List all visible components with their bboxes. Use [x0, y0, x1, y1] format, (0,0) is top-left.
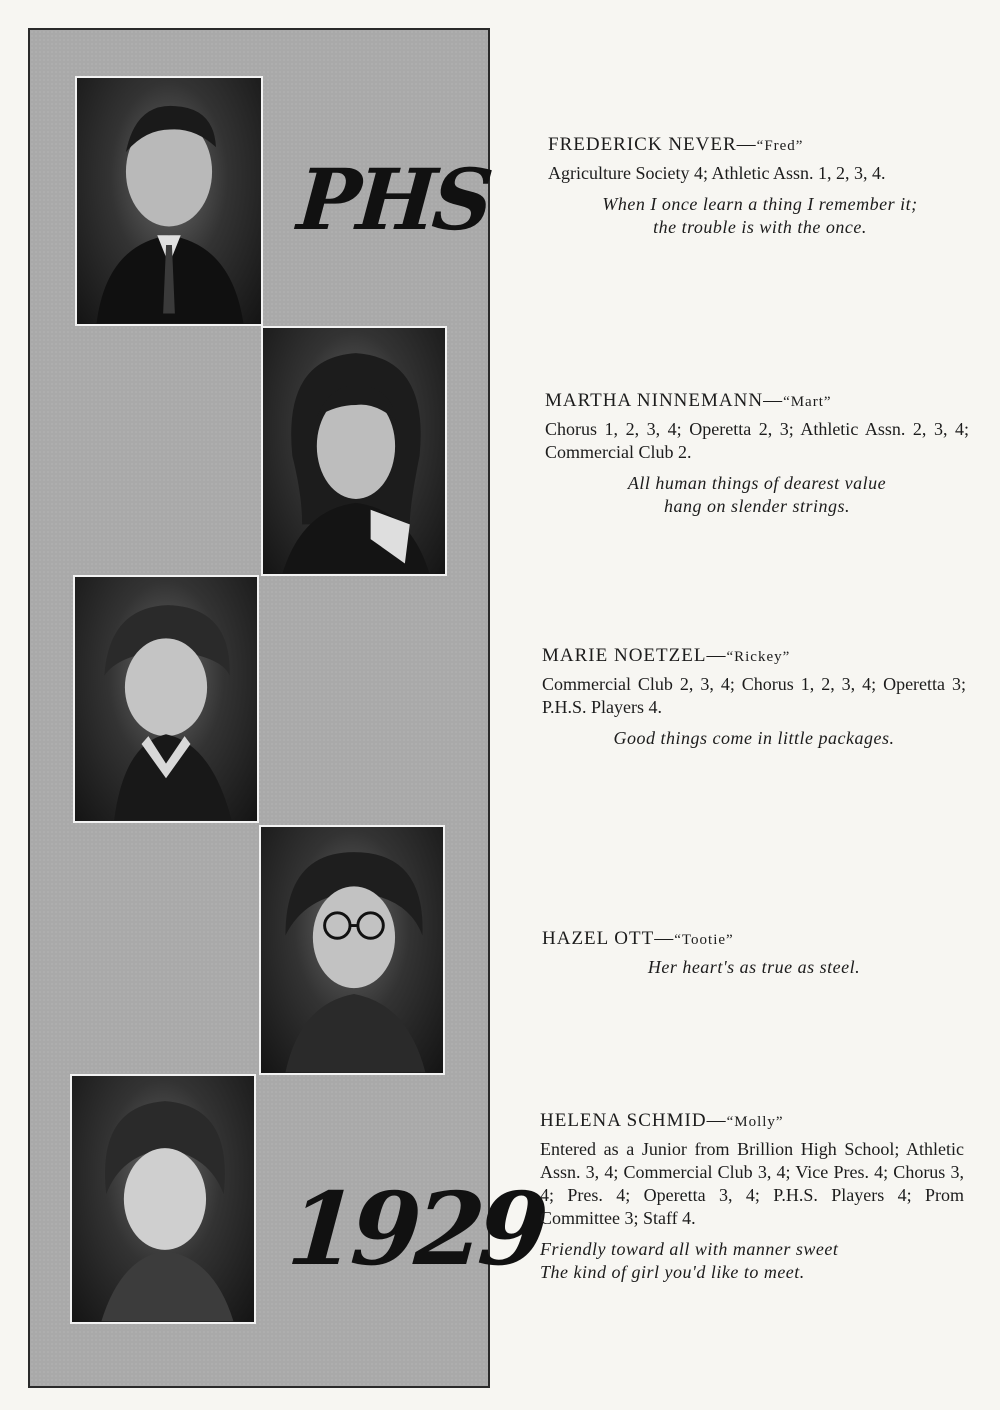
entry-frederick-never — [548, 134, 972, 239]
student-motto — [542, 956, 966, 979]
student-name-line — [548, 134, 972, 156]
entry-marie-noetzel — [542, 645, 966, 750]
student-activities: Agriculture Society 4; Athletic Assn. 1, 2, 3, 4. — [548, 163, 886, 183]
student-nickname: “Molly” — [726, 1114, 784, 1130]
emblem-phs: PHS — [294, 150, 493, 249]
motto-line-2: The kind of girl you'd like to meet. — [540, 1262, 805, 1282]
student-name: MARIE NOETZEL — [542, 645, 707, 666]
entry-martha-ninnemann — [545, 390, 969, 518]
name-dash: — — [706, 645, 727, 666]
student-activities: Commercial Club 2, 3, 4; Chorus 1, 2, 3, 4; Operetta 3; P.H.S. Players 4. — [542, 674, 966, 717]
student-nickname: “Mart” — [783, 394, 832, 410]
name-dash: — — [736, 134, 757, 155]
student-name-line — [542, 645, 966, 667]
motto-line-1: Good things come in little packages. — [613, 728, 895, 748]
student-name: FREDERICK NEVER — [548, 134, 737, 155]
student-name-line — [545, 390, 969, 412]
portrait-hazel-ott — [259, 825, 445, 1075]
motto-line-1: Her heart's as true as steel. — [647, 957, 861, 977]
name-dash: — — [654, 928, 675, 949]
motto-line-2: the trouble is with the once. — [653, 217, 867, 237]
motto-line-1: When I once learn a thing I remember it; — [602, 194, 918, 214]
student-name: MARTHA NINNEMANN — [545, 390, 764, 411]
student-nickname: “Tootie” — [674, 932, 734, 948]
portrait-silhouette-icon — [75, 577, 257, 821]
student-motto — [545, 472, 969, 518]
student-motto — [540, 1238, 964, 1284]
name-dash: — — [763, 390, 784, 411]
student-activities: Chorus 1, 2, 3, 4; Operetta 2, 3; Athletic Assn. 2, 3, 4; Commercial Club 2. — [545, 419, 969, 462]
photo-panel — [28, 28, 547, 1388]
portrait-silhouette-icon — [77, 78, 261, 324]
student-name: HELENA SCHMID — [540, 1110, 707, 1131]
portrait-silhouette-icon — [263, 328, 445, 574]
motto-line-2: hang on slender strings. — [663, 496, 850, 516]
emblem-year: 1929 — [283, 1170, 547, 1288]
student-name: HAZEL OTT — [542, 928, 655, 949]
motto-line-1: All human things of dearest value — [627, 473, 887, 493]
student-nickname: “Rickey” — [726, 649, 791, 665]
student-motto — [542, 727, 966, 750]
entry-helena-schmid — [540, 1110, 964, 1284]
portrait-helena-schmid — [70, 1074, 256, 1324]
student-nickname: “Fred” — [756, 138, 804, 154]
portrait-martha-ninnemann — [261, 326, 447, 576]
motto-line-1: Friendly toward all with manner sweet — [540, 1239, 839, 1259]
student-motto — [548, 193, 972, 239]
entry-hazel-ott — [542, 928, 966, 979]
student-activities: Entered as a Junior from Brillion High School; Athletic Assn. 3, 4; Commercial Club 3, 4; Vice Pres. 4; Chorus 3, 4; Pres. 4; Operetta 3, 4; P.H.S. Players 4; Prom Committee 3; Staff 4. — [540, 1139, 964, 1228]
portrait-silhouette-icon — [72, 1076, 254, 1322]
portrait-frederick-never — [75, 76, 263, 326]
portrait-marie-noetzel — [73, 575, 259, 823]
portrait-silhouette-icon — [261, 827, 443, 1073]
student-name-line — [542, 928, 966, 950]
student-name-line — [540, 1110, 964, 1132]
name-dash: — — [706, 1110, 727, 1131]
